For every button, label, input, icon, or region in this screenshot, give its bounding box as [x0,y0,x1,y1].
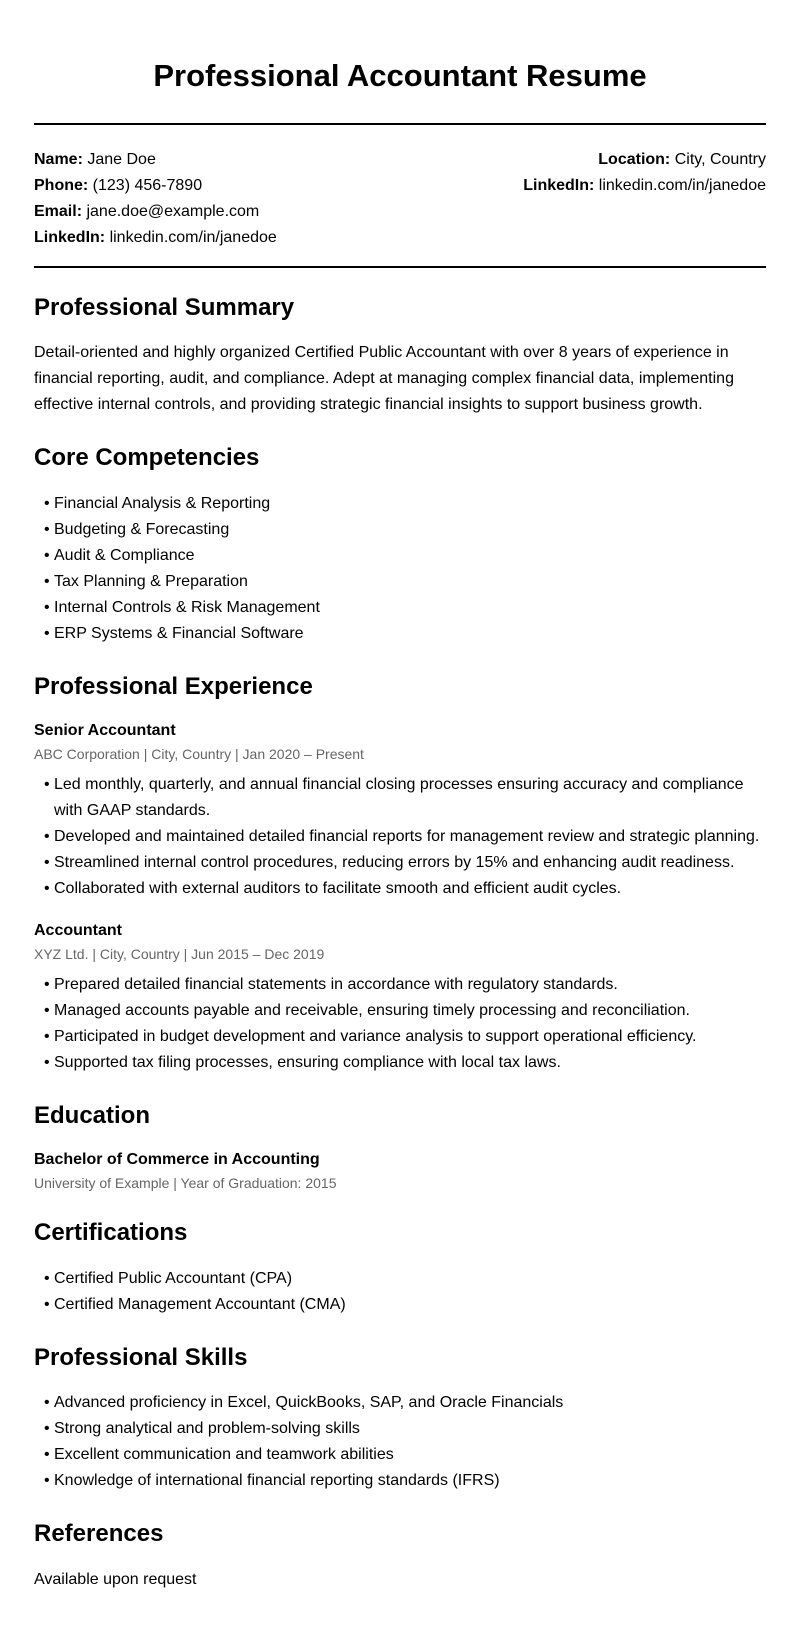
competencies-section [34,444,766,647]
list-item: • Tax Planning & Preparation [44,569,766,595]
contact-phone-label: Phone: [34,176,89,194]
contact-block [34,125,766,266]
competencies-list [34,491,766,647]
education-heading: Education [34,1102,151,1130]
list-item: • Budgeting & Forecasting [44,517,766,543]
list-item: • Audit & Compliance [44,543,766,569]
job-meta: ABC Corporation | City, Country | Jan 2020 – Present [34,746,364,763]
contact-email-label: Email: [34,202,83,220]
certifications-list [34,1266,766,1318]
list-item: • Supported tax filing processes, ensuring compliance with local tax laws. [44,1050,766,1076]
list-item: • Participated in budget development and variance analysis to support operational efficiency. [44,1024,766,1050]
contact-phone [34,173,277,199]
list-item: • Financial Analysis & Reporting [44,491,766,517]
skills-heading: Professional Skills [34,1343,248,1371]
education-meta: University of Example | Year of Graduation: 2015 [34,1174,337,1191]
list-item: • Developed and maintained detailed financial reports for management review and strategic planning. [44,824,766,850]
list-item: • Led monthly, quarterly, and annual financial closing processes ensuring accuracy and compliance with GAAP standards. [44,772,766,824]
job-title: Accountant [34,922,122,940]
contact-name [34,147,277,173]
list-item: • Strong analytical and problem-solving skills [44,1416,766,1442]
competencies-heading: Core Competencies [34,444,260,472]
certifications-section [34,1219,766,1318]
job-bullets [34,772,766,902]
list-item: • Prepared detailed financial statements in accordance with regulatory standards. [44,972,766,998]
contact-name-value: Jane Doe [87,150,156,168]
contact-left-column [34,147,277,251]
summary-section [34,294,766,419]
list-item: • Certified Management Accountant (CMA) [44,1292,766,1318]
certifications-heading: Certifications [34,1218,188,1246]
references-heading: References [34,1520,164,1548]
references-text: Available upon request [34,1571,197,1589]
skills-section [34,1344,766,1495]
experience-section [34,673,766,1076]
contact-email [34,199,277,225]
contact-linkedin-right-label: LinkedIn: [523,176,595,194]
job-meta: XYZ Ltd. | City, Country | Jun 2015 – Dec 2019 [34,946,325,963]
job-entry-accountant [34,920,766,1076]
references-section [34,1520,766,1593]
summary-heading: Professional Summary [34,293,295,321]
job-bullets [34,972,766,1076]
education-degree: Bachelor of Commerce in Accounting [34,1150,320,1168]
job-title: Senior Accountant [34,722,176,740]
list-item: • Knowledge of international financial reporting standards (IFRS) [44,1468,766,1494]
list-item: • ERP Systems & Financial Software [44,621,766,647]
contact-linkedin-right-value: linkedin.com/in/janedoe [598,176,766,194]
list-item: • Streamlined internal control procedures, reducing errors by 15% and enhancing audit readiness. [44,850,766,876]
education-section [34,1102,766,1193]
contact-location-label: Location: [598,150,671,168]
list-item: • Advanced proficiency in Excel, QuickBooks, SAP, and Oracle Financials [44,1390,766,1416]
list-item: • Collaborated with external auditors to facilitate smooth and efficient audit cycles. [44,876,766,902]
contact-linkedin-label: LinkedIn: [34,228,106,246]
list-item: • Excellent communication and teamwork abilities [44,1442,766,1468]
page-title: Professional Accountant Resume [153,58,647,93]
contact-email-value: jane.doe@example.com [86,202,260,220]
job-entry-senior-accountant [34,720,766,902]
list-item: • Internal Controls & Risk Management [44,595,766,621]
contact-phone-value: (123) 456-7890 [92,176,203,194]
contact-location-value: City, Country [674,150,766,168]
header-divider-bottom [34,266,766,268]
contact-name-label: Name: [34,150,83,168]
summary-text: Detail-oriented and highly organized Certified Public Accountant with over 8 years of experience in financial reporting, audit, and compliance. Adept at managing complex financial data, implementing effective internal controls, and providing strategic financial insights to support business growth. [34,344,734,414]
skills-list [34,1390,766,1494]
contact-location [523,147,766,173]
list-item: • Managed accounts payable and receivable, ensuring timely processing and reconciliation. [44,998,766,1024]
contact-linkedin-value: linkedin.com/in/janedoe [109,228,277,246]
contact-linkedin [34,225,277,251]
contact-linkedin-right [523,173,766,199]
experience-heading: Professional Experience [34,673,313,701]
list-item: • Certified Public Accountant (CPA) [44,1266,766,1292]
contact-right-column [523,147,766,251]
